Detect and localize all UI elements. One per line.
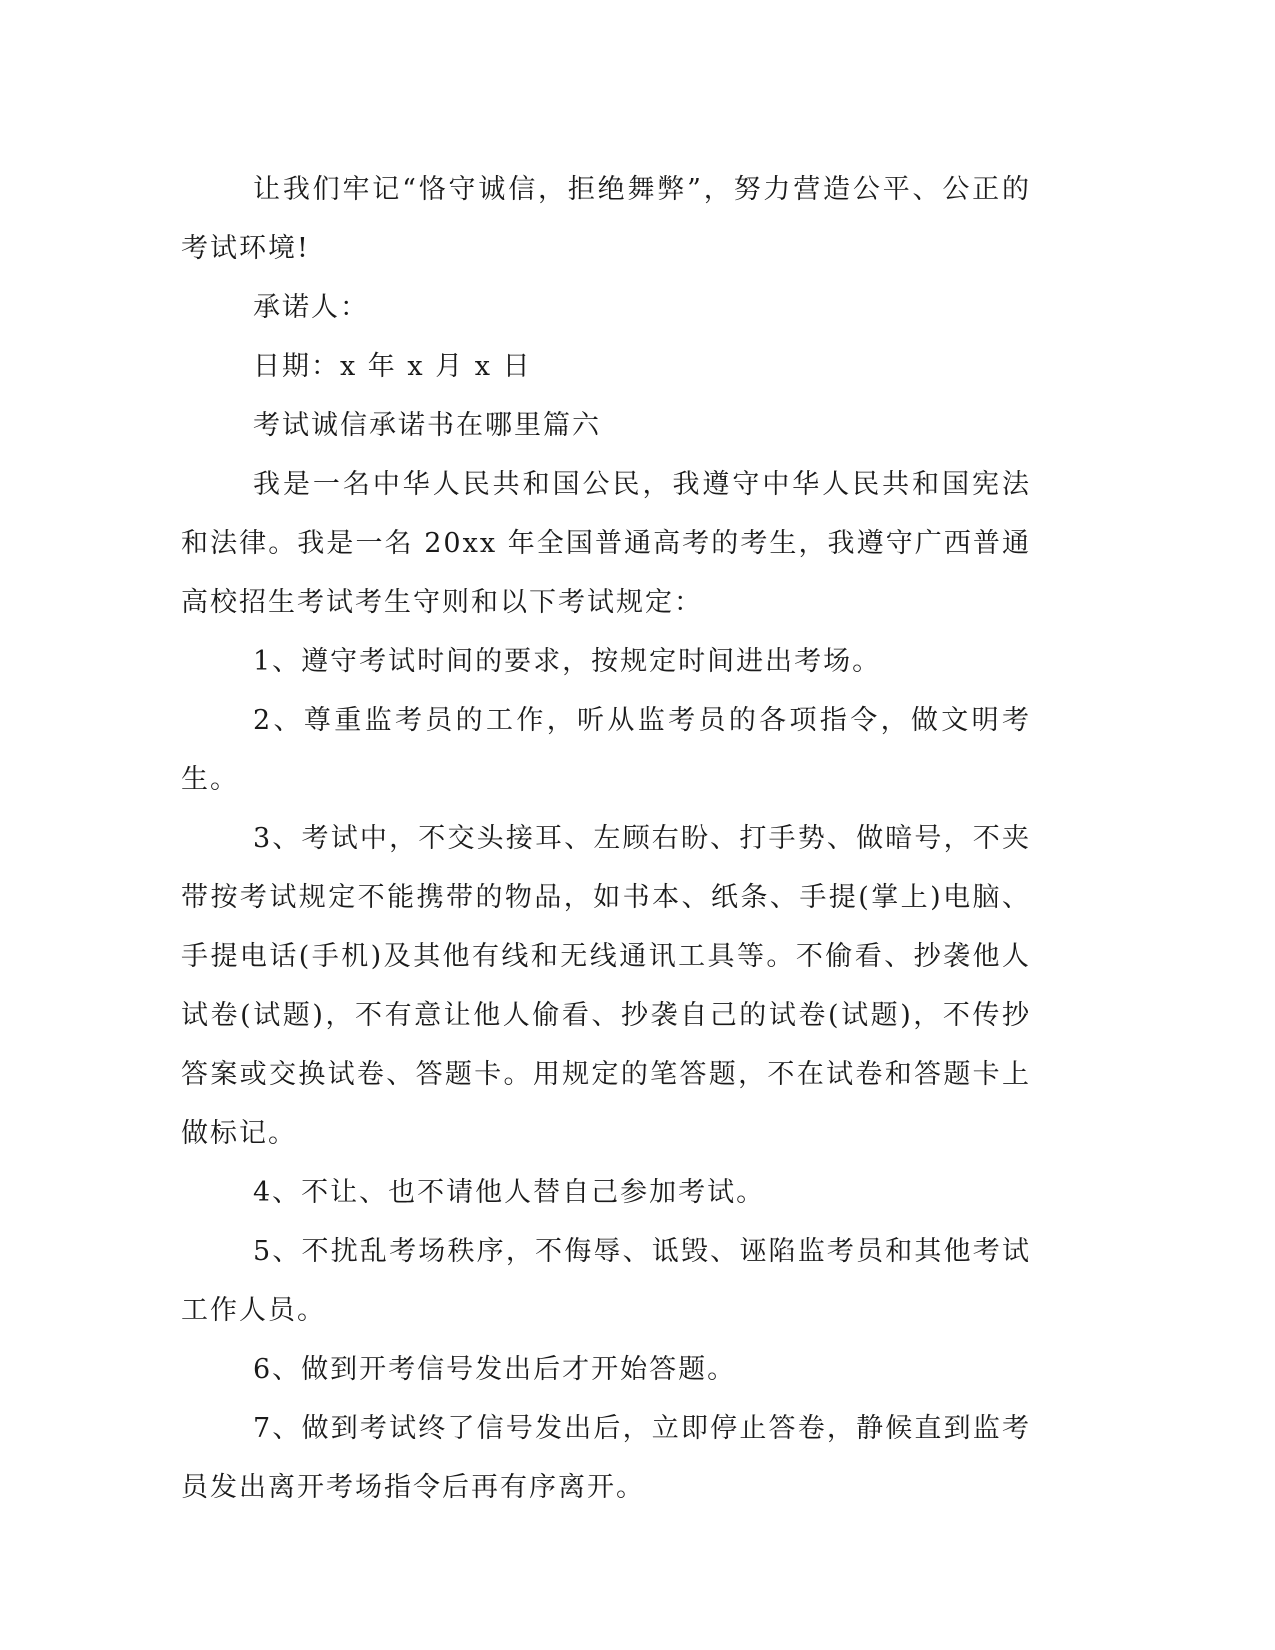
rule-item-1: 1、遵守考试时间的要求，按规定时间进出考场。 xyxy=(253,646,882,677)
intro-paragraph: 我是一名中华人民共和国公民，我遵守中华人民共和国宪法和法律。我是一名 20xx 年全国普通高考的考生，我遵守广西普通高校招生考试考生守则和以下考试规定： xyxy=(181,469,1031,618)
document-body xyxy=(181,160,1031,1517)
rule-item-4: 4、不让、也不请他人替自己参加考试。 xyxy=(253,1177,766,1208)
date-line: 日期：x 年 x 月 x 日 xyxy=(253,351,532,382)
section-heading: 考试诚信承诺书在哪里篇六 xyxy=(253,410,601,441)
rule-item-6: 6、做到开考信号发出后才开始答题。 xyxy=(253,1354,737,1385)
rule-item-3: 3、考试中，不交头接耳、左顾右盼、打手势、做暗号，不夹带按考试规定不能携带的物品，如书本、纸条、手提(掌上)电脑、手提电话(手机)及其他有线和无线通讯工具等。不偷看、抄袭他人试卷(试题)，不有意让他人偷看、抄袭自己的试卷(试题)，不传抄答案或交换试卷、答题卡。用规定的笔答题，不在试卷和答题卡上做标记。 xyxy=(181,823,1031,1149)
rule-item-5: 5、不扰乱考场秩序，不侮辱、诋毁、诬陷监考员和其他考试工作人员。 xyxy=(181,1236,1031,1326)
rule-item-7: 7、做到考试终了信号发出后，立即停止答卷，静候直到监考员发出离开考场指令后再有序离开。 xyxy=(181,1413,1031,1503)
closing-paragraph: 让我们牢记“恪守诚信，拒绝舞弊”，努力营造公平、公正的考试环境! xyxy=(181,174,1031,264)
rule-item-2: 2、尊重监考员的工作，听从监考员的各项指令，做文明考生。 xyxy=(181,705,1031,795)
signer-line: 承诺人： xyxy=(253,292,369,323)
